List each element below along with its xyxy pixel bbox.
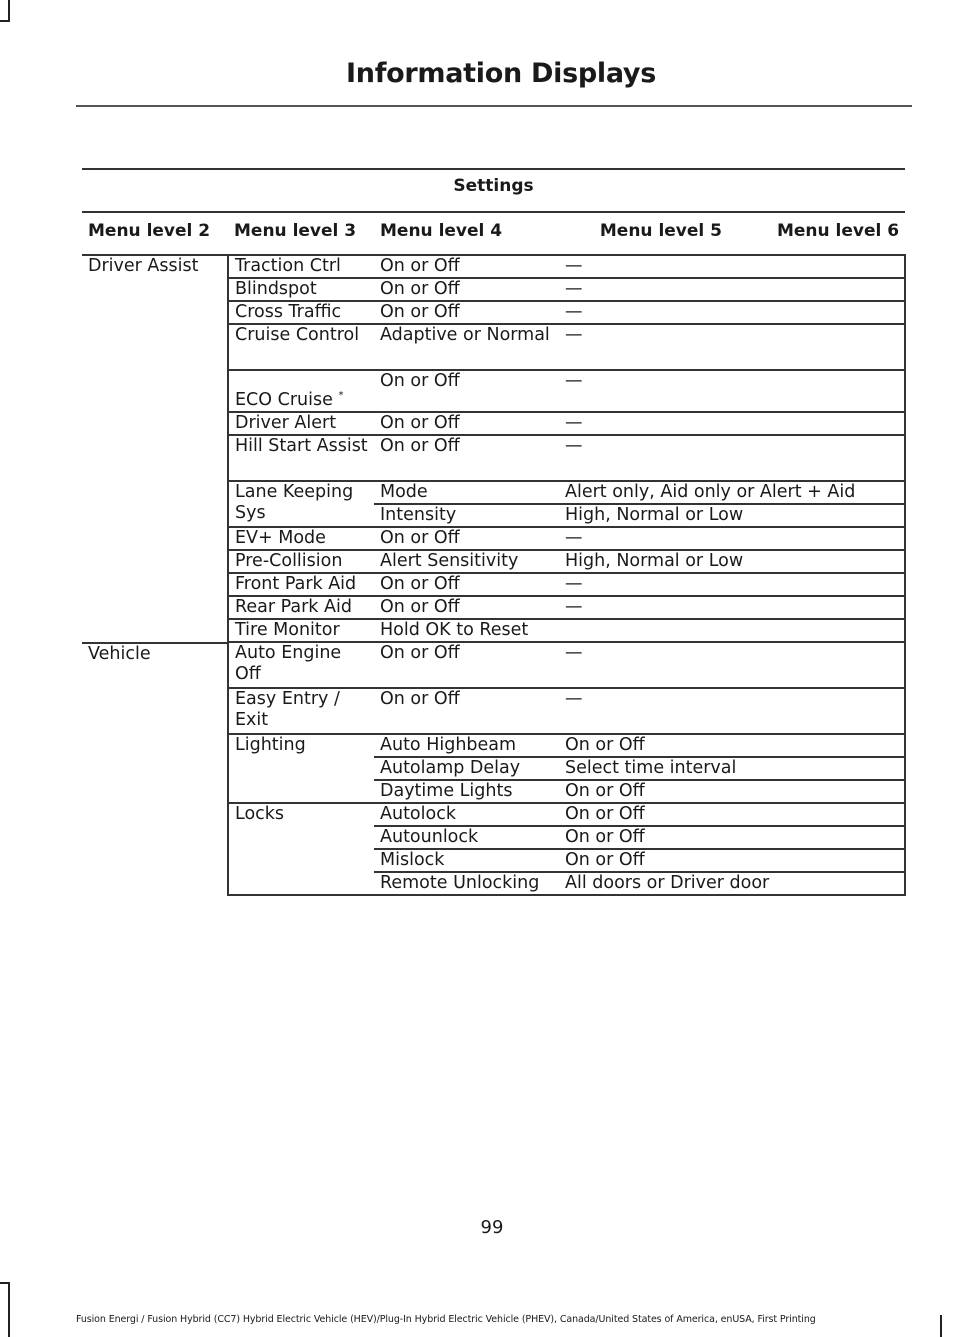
cell-level4: Intensity [374, 504, 559, 527]
cell-level5: — [559, 527, 905, 550]
cell-level5: Select time interval [559, 757, 905, 780]
cell-level4: Auto Highbeam [374, 734, 559, 757]
table-caption: Settings [82, 169, 905, 212]
cell-level4: Daytime Lights [374, 780, 559, 803]
cell-level4: Mode [374, 481, 559, 504]
cell-level4: Alert Sensitivity [374, 550, 559, 573]
cell-level4: On or Off [374, 370, 559, 412]
cell-level4: Autounlock [374, 826, 559, 849]
cell-level5: All doors or Driver door [559, 872, 905, 895]
cell-level5: — [559, 301, 905, 324]
cell-level4: Remote Unlocking [374, 872, 559, 895]
cell-level5: — [559, 596, 905, 619]
header-menu-level-6: Menu level 6 [752, 212, 905, 255]
cell-level5: On or Off [559, 849, 905, 872]
cell-level4: Autolock [374, 803, 559, 826]
cell-level4: On or Off [374, 527, 559, 550]
cell-level4: On or Off [374, 573, 559, 596]
cell-level5: On or Off [559, 803, 905, 826]
cell-level5: — [559, 643, 905, 688]
group-vehicle: Vehicle [82, 643, 228, 895]
cell-level3: Hill Start Assist [228, 435, 374, 481]
footnote-marker: * [338, 390, 344, 401]
group-driver-assist: Driver Assist [88, 256, 199, 276]
cell-level4: On or Off [374, 255, 559, 278]
cell-level5: — [559, 412, 905, 435]
cell-level5: On or Off [559, 734, 905, 757]
cell-level4: On or Off [374, 688, 559, 734]
eco-cruise-label: ECO Cruise [235, 389, 333, 410]
cell-level5: On or Off [559, 826, 905, 849]
cell-level3: Lighting [228, 734, 374, 803]
cell-level5: On or Off [559, 780, 905, 803]
cell-level4: On or Off [374, 278, 559, 301]
cell-level5: — [559, 573, 905, 596]
crop-mark [0, 1282, 10, 1284]
cell-level4: On or Off [374, 412, 559, 435]
cell-level4: Autolamp Delay [374, 757, 559, 780]
cell-level4: On or Off [374, 643, 559, 688]
cell-level5: — [559, 324, 905, 370]
cell-level4: On or Off [374, 301, 559, 324]
table-caption-row [82, 169, 905, 212]
header-menu-level-5: Menu level 5 [559, 212, 752, 255]
crop-mark [940, 1315, 942, 1337]
cell-level4: On or Off [374, 596, 559, 619]
header-menu-level-4: Menu level 4 [374, 212, 559, 255]
cell-level3: Traction Ctrl [228, 255, 374, 278]
cell-level5: — [559, 370, 905, 412]
cell-level3: Easy Entry / Exit [228, 688, 374, 734]
page-number: 99 [480, 1217, 504, 1238]
cell-level3: Front Park Aid [228, 573, 374, 596]
cell-level5: — [559, 255, 905, 278]
cell-level3: Tire Monitor [228, 619, 374, 642]
crop-mark [0, 20, 10, 22]
cell-level3: Auto Engine Off [228, 643, 374, 688]
cell-level5: — [559, 688, 905, 734]
cell-level3: Cross Traffic [228, 301, 374, 324]
cell-level3: Rear Park Aid [228, 596, 374, 619]
cell-level3: Locks [228, 803, 374, 895]
cell-level3: Blindspot [228, 278, 374, 301]
cell-level4: Adaptive or Normal [374, 324, 559, 370]
table-row [82, 255, 905, 278]
cell-level3: EV+ Mode [228, 527, 374, 550]
settings-table [82, 168, 906, 896]
cell-level5: High, Normal or Low [559, 550, 905, 573]
cell-level5: High, Normal or Low [559, 504, 905, 527]
cell-level3 [228, 370, 374, 412]
header-menu-level-3: Menu level 3 [228, 212, 374, 255]
cell-level4: On or Off [374, 435, 559, 481]
table-row [82, 643, 905, 688]
cell-level5: Alert only, Aid only or Alert + Aid [559, 481, 905, 504]
cell-level5: — [559, 435, 905, 481]
cell-level4: Hold OK to Reset [374, 619, 905, 642]
page-footer: Fusion Energi / Fusion Hybrid (CC7) Hybrid Electric Vehicle (HEV)/Plug-In Hybrid Electric Vehicle (PHEV), Canada/United States of America, enUSA, First Printing [76, 1314, 816, 1325]
cell-level4: Mislock [374, 849, 559, 872]
crop-mark [8, 1282, 10, 1337]
cell-level5: — [559, 278, 905, 301]
cell-level3: Lane Keeping Sys [228, 481, 374, 527]
cell-level3: Cruise Control [228, 324, 374, 370]
table-header-row [82, 212, 905, 255]
crop-mark [8, 0, 10, 22]
page-title: Information Displays [346, 58, 656, 89]
header-menu-level-2: Menu level 2 [82, 212, 228, 255]
title-divider [76, 105, 912, 107]
cell-level3: Driver Alert [228, 412, 374, 435]
cell-level3: Pre-Collision [228, 550, 374, 573]
